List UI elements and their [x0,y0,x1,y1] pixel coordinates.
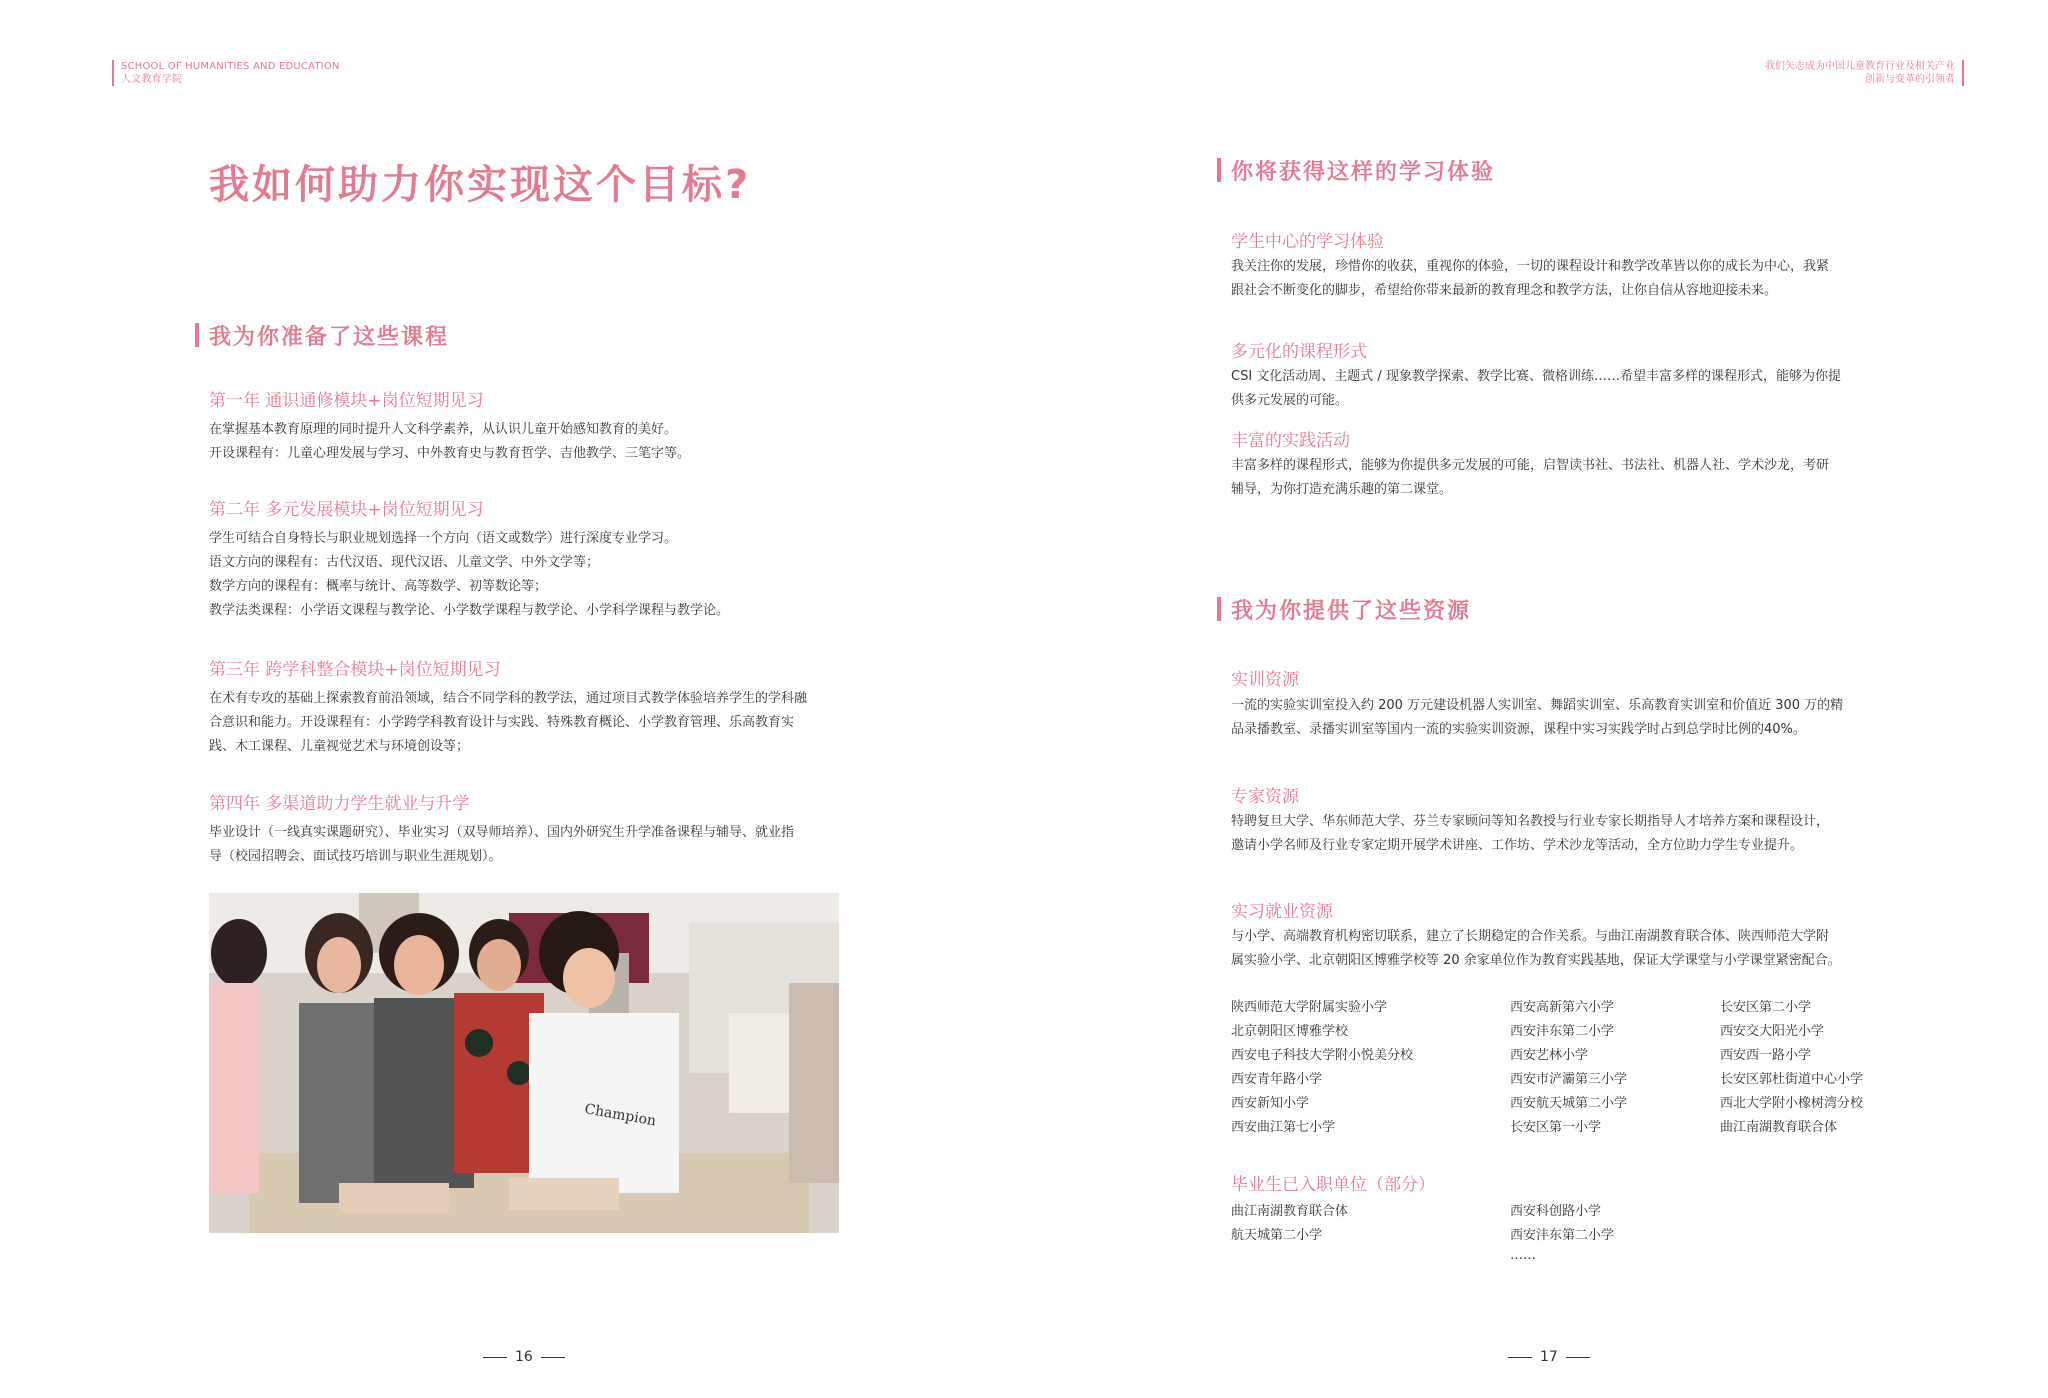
classroom-photo-illustration [209,893,839,1233]
list-item: 西安青年路小学 [1231,1072,1323,1087]
list-item: 曲江南湖教育联合体 [1231,1204,1349,1219]
list-item: 西安航天城第二小学 [1510,1096,1628,1111]
school-header [112,60,340,86]
section-bar [195,323,199,347]
courses-section-title: 我为你准备了这些课程 [195,320,449,351]
res3-text: 与小学、高端教育机构密切联系，建立了长期稳定的合作关系。与曲江南湖教育联合体、陕西师范大学附 属实验小学、北京朝阳区博雅学校等 20 余家单位作为教育实践基地，保证大学课堂与小学课堂紧密配合。 [1231,929,1841,968]
exp1-text: 我关注你的发展，珍惜你的收获，重视你的体验，一切的课程设计和教学改革皆以你的成长为中心，我紧 跟社会不断变化的脚步，希望给你带来最新的教育理念和教学方法，让你自信从容地迎接未来。 [1231,259,1830,298]
list-item: 西安交大阳光小学 [1720,1024,1825,1039]
res1-text: 一流的实验实训室投入约 200 万元建设机器人实训室、舞蹈实训室、乐高教育实训室和价值近 300 万的精 品录播教室、录播实训室等国内一流的实验实训资源，课程中实习实践学时占到总学时比例的40%。 [1231,698,1844,737]
exp1-heading: 学生中心的学习体验 [1231,232,1384,252]
exp2-text: CSI 文化活动周、主题式 / 现象教学探索、教学比赛、微格训练……希望丰富多样的课程形式，能够为你提 供多元发展的可能。 [1231,369,1841,408]
list-item: 西安艺林小学 [1510,1048,1589,1063]
employer-col-1 [1231,1200,1510,1264]
employer-list [1231,1200,1614,1264]
list-item: 北京朝阳区博雅学校 [1231,1024,1349,1039]
list-item: 西安市浐灞第三小学 [1510,1072,1628,1087]
shirt-logo-text: Champion [583,1101,658,1130]
resources-section-title: 我为你提供了这些资源 [1217,594,1471,625]
page-number-dash [1508,1357,1532,1358]
year3-text: 在术有专攻的基础上探索教育前沿领域，结合不同学科的教学法，通过项目式教学体验培养学生的学科融 合意识和能力。开设课程有：小学跨学科教育设计与实践、特殊教育概论、小学教育管理、乐高教育实 践、木工课程、儿童视觉艺术与环境创设等； [209,691,808,754]
page-number-dash [541,1357,565,1358]
year1-heading: 第一年 通识通修模块+岗位短期见习 [209,391,484,411]
employ-heading: 毕业生已入职单位（部分） [1231,1175,1435,1195]
list-item: 西安新知小学 [1231,1096,1310,1111]
list-item: 西安电子科技大学附小悦美分校 [1231,1048,1414,1063]
list-item: 陕西师范大学附属实验小学 [1231,1000,1388,1015]
year2-text: 学生可结合自身特长与职业规划选择一个方向（语文或数学）进行深度专业学习。 语文方向的课程有：古代汉语、现代汉语、儿童文学、中外文学等； 数学方向的课程有：概率与统计、高等数学、初等数论等； 教学法类课程：小学语文课程与教学论、小学数学课程与教学论、小学科学课程与教学论。 [209,531,730,618]
exp3-text: 丰富多样的课程形式，能够为你提供多元发展的可能，启智读书社、书法社、机器人社、学术沙龙，考研 辅导，为你打造充满乐趣的第二课堂。 [1231,458,1830,497]
motto-header [1765,60,1964,86]
list-item: 长安区第二小学 [1720,1000,1812,1015]
res3-heading: 实习就业资源 [1231,902,1333,922]
classroom-photo [209,893,839,1233]
list-item: 西安科创路小学 [1510,1204,1602,1219]
res2-heading: 专家资源 [1231,787,1299,807]
partner-col-1 [1231,996,1510,1140]
exp2-heading: 多元化的课程形式 [1231,342,1367,362]
list-item: 西北大学附小橡树湾分校 [1720,1096,1864,1111]
res2-text: 特聘复旦大学、华东师范大学、芬兰专家顾问等知名教授与行业专家长期指导人才培养方案和课程设计， 邀请小学名师及行业专家定期开展学术讲座、工作坊、学术沙龙等活动，全方位助力学生专业提升。 [1231,814,1830,853]
year2-heading: 第二年 多元发展模块+岗位短期见习 [209,500,484,520]
year4-heading: 第四年 多渠道助力学生就业与升学 [209,794,470,814]
school-name-en: SCHOOL OF HUMANITIES AND EDUCATION [121,61,340,72]
list-item: 西安高新第六小学 [1510,1000,1615,1015]
year3-heading: 第三年 跨学科整合模块+岗位短期见习 [209,660,501,680]
partner-schools-list [1231,996,1863,1140]
page-number-dash [1566,1357,1590,1358]
partner-col-3 [1720,996,1863,1140]
list-item: 西安沣东第二小学 [1510,1024,1615,1039]
list-item: 曲江南湖教育联合体 [1720,1120,1838,1135]
page-number-right: 17 [1508,1349,1590,1365]
list-item: …… [1510,1248,1536,1263]
school-name-cn: 人文教育学院 [121,74,183,85]
page-number-left: 16 [483,1349,565,1365]
list-item: 航天城第二小学 [1231,1228,1323,1243]
right-page [1024,0,2048,1398]
experience-section-title: 你将获得这样的学习体验 [1217,155,1495,186]
section-bar [1217,158,1221,182]
partner-col-2 [1510,996,1720,1140]
motto-line1: 我们矢志成为中国儿童教育行业及相关产业 [1765,61,1955,72]
employer-col-2 [1510,1200,1614,1264]
page-number-dash [483,1357,507,1358]
section-bar [1217,597,1221,621]
list-item: 西安沣东第二小学 [1510,1228,1615,1243]
list-item: 长安区第一小学 [1510,1120,1602,1135]
motto-line2: 创新与变革的引领者 [1865,74,1955,85]
year1-text: 在掌握基本教育原理的同时提升人文科学素养，从认识儿童开始感知教育的美好。 开设课程有：儿童心理发展与学习、中外教育史与教育哲学、吉他教学、三笔字等。 [209,422,691,461]
list-item: 长安区郭杜街道中心小学 [1720,1072,1864,1087]
list-item: 西安西一路小学 [1720,1048,1812,1063]
page-title: 我如何助力你实现这个目标? [209,162,752,208]
res1-heading: 实训资源 [1231,670,1299,690]
exp3-heading: 丰富的实践活动 [1231,431,1350,451]
list-item: 西安曲江第七小学 [1231,1120,1336,1135]
year4-text: 毕业设计（一线真实课题研究）、毕业实习（双导师培养）、国内外研究生升学准备课程与辅导、就业指 导（校园招聘会、面试技巧培训与职业生涯规划）。 [209,825,795,864]
